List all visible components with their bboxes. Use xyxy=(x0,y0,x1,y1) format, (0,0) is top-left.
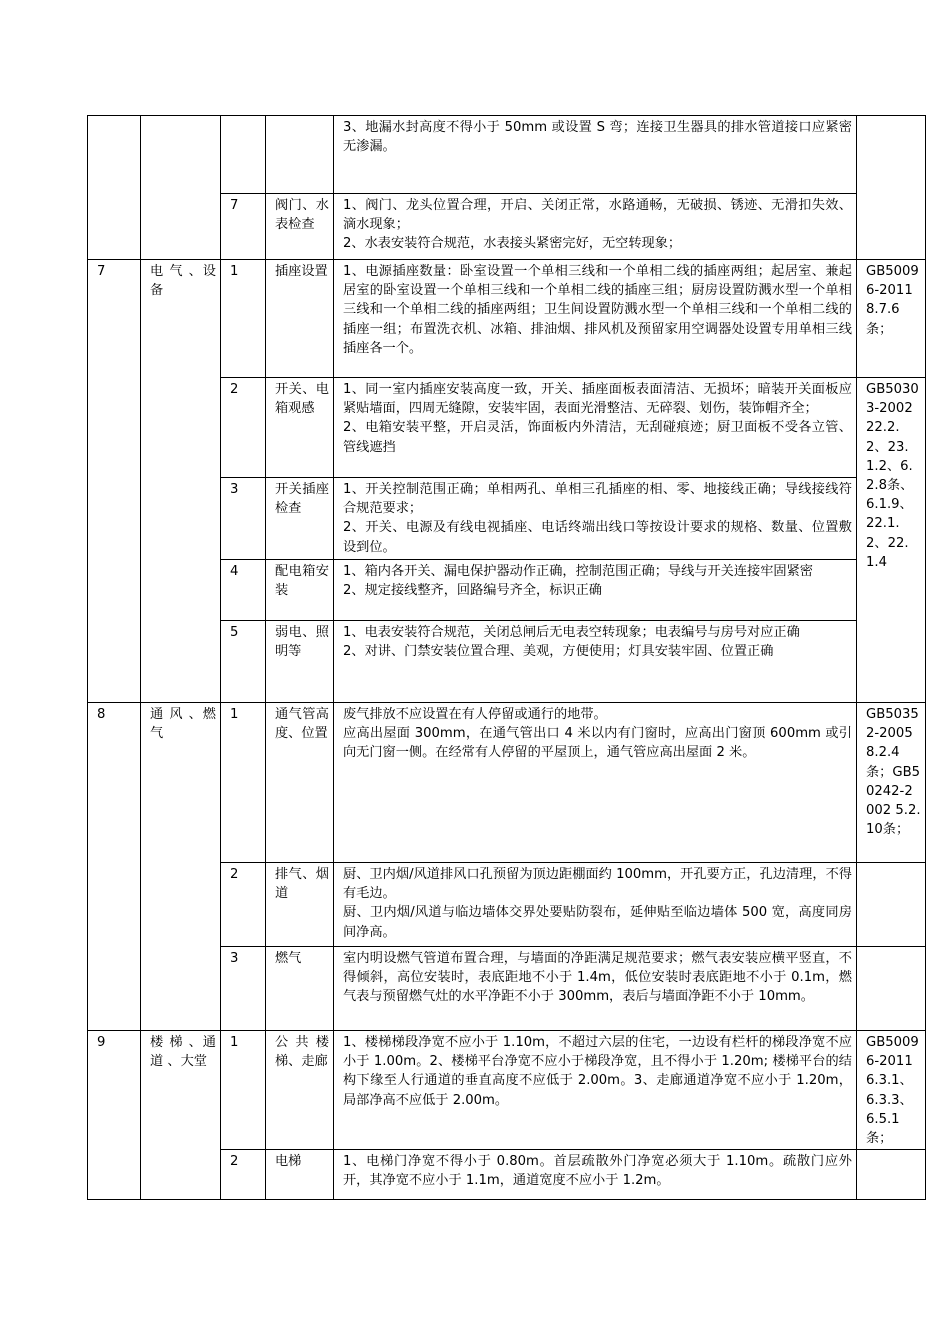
sub-number-cell: 3 xyxy=(221,947,266,1031)
category-cell: 电 气 、设备 xyxy=(141,260,221,703)
sub-number-cell: 2 xyxy=(221,863,266,947)
requirement-line: 1、箱内各开关、漏电保护器动作正确，控制范围正确；导线与开关连接牢固紧密 xyxy=(343,564,813,579)
requirement-line: 1、开关控制范围正确；单相两孔、单相三孔插座的相、零、地接线正确；导线接线符合规范要求； xyxy=(343,482,852,517)
group-number-cell: 8 xyxy=(88,703,141,1031)
standard-cell xyxy=(857,1150,926,1200)
category-cell: 楼 梯 、通 道 、大堂 xyxy=(141,1031,221,1200)
item-name-cell xyxy=(266,116,334,194)
requirement-line: 2、对讲、门禁安装位置合理、美观，方便使用；灯具安装牢固、位置正确 xyxy=(343,644,774,660)
requirement-cell xyxy=(334,560,857,621)
item-name-cell: 开关、电箱观感 xyxy=(266,378,334,478)
requirement-line: 2、水表安装符合规范，水表接头紧密完好，无空转现象； xyxy=(343,236,682,252)
sub-number-cell: 1 xyxy=(221,1031,266,1150)
requirement-line: 2、电箱安装平整，开启灵活，饰面板内外清洁，无刮碰痕迹；厨卫面板不受各立管、管线遮挡 xyxy=(343,420,852,455)
group-number-cell: 9 xyxy=(88,1031,141,1200)
inspection-table xyxy=(87,115,926,1200)
table-row xyxy=(88,703,926,863)
item-name-cell: 弱电、照明等 xyxy=(266,621,334,703)
requirement-line: 1、电梯门净宽不得小于 0.80m。首层疏散外门净宽必须大于 1.10m。疏散门应外开，其净宽不应小于 1.1m，通道宽度不应小于 1.2m。 xyxy=(343,1154,852,1189)
item-name-cell: 排气、烟道 xyxy=(266,863,334,947)
requirement-cell xyxy=(334,478,857,560)
group-number-cell xyxy=(88,116,141,260)
standard-cell: GB50096-2011 8.7.6条； xyxy=(857,260,926,378)
sub-number-cell: 4 xyxy=(221,560,266,621)
standard-cell: GB50096-2011 6.3.1、6.3.3、6.5.1 条； xyxy=(857,1031,926,1150)
requirement-line: 1、同一室内插座安装高度一致，开关、插座面板表面清洁、无损坏；暗装开关面板应紧贴墙面，四周无缝隙，安装牢固，表面光滑整洁、无碎裂、划伤，装饰帽齐全； xyxy=(343,382,852,417)
category-cell: 通 风 、燃气 xyxy=(141,703,221,1031)
category-cell xyxy=(141,116,221,260)
requirement-cell xyxy=(334,947,857,1031)
table-row xyxy=(88,116,926,194)
item-name-cell: 燃气 xyxy=(266,947,334,1031)
requirement-line: 厨、卫内烟/风道与临边墙体交界处要贴防裂布，延伸贴至临边墙体 500 宽，高度同房间净高。 xyxy=(343,905,852,940)
table-row xyxy=(88,260,926,378)
standard-cell xyxy=(857,863,926,947)
sub-number-cell xyxy=(221,116,266,194)
requirement-cell xyxy=(334,1150,857,1200)
standard-cell xyxy=(857,947,926,1031)
requirement-cell xyxy=(334,703,857,863)
requirement-line: 2、开关、电源及有线电视插座、电话终端出线口等按设计要求的规格、数量、位置敷设到位。 xyxy=(343,520,852,555)
requirement-line: 1、电源插座数量：卧室设置一个单相三线和一个单相二线的插座两组；起居室、兼起居室的卧室设置一个单相三线和一个单相二线的插座三组；厨房设置防溅水型一个单相三线和一个单相二线的插座两组；卫生间设置防溅水型一个单相三线和一个单相二线的插座一组；布置洗衣机、冰箱、排油烟、排风机及预留家用空调器处设置专用单相三线插座各一个。 xyxy=(343,264,852,356)
standard-cell: GB50352-2005 8.2.4条；GB50242-2002 5.2.10条； xyxy=(857,703,926,863)
group-number-cell: 7 xyxy=(88,260,141,703)
requirement-cell xyxy=(334,116,857,194)
sub-number-cell: 5 xyxy=(221,621,266,703)
requirement-cell xyxy=(334,1031,857,1150)
requirement-line: 2、规定接线整齐，回路编号齐全，标识正确 xyxy=(343,583,602,599)
requirement-line: 室内明设燃气管道布置合理，与墙面的净距满足规范要求；燃气表安装应横平竖直，不得倾斜，高位安装时，表底距地不小于 1.4m，低位安装时表底距地不小于 0.1m，燃气表与预留燃气灶的水平净距不小于 300mm，表后与墙面净距不小于 10mm。 xyxy=(343,951,852,1005)
item-name-cell: 电梯 xyxy=(266,1150,334,1200)
requirement-line: 3、地漏水封高度不得小于 50mm 或设置 S 弯；连接卫生器具的排水管道接口应紧密无渗漏。 xyxy=(343,120,852,155)
sub-number-cell: 2 xyxy=(221,378,266,478)
requirement-line: 应高出屋面 300mm，在通气管出口 4 米以内有门窗时，应高出门窗顶 600mm 或引向无门窗一侧。在经常有人停留的平屋顶上，通气管应高出屋面 2 米。 xyxy=(343,726,852,761)
table-row xyxy=(88,1031,926,1150)
requirement-line: 废气排放不应设置在有人停留或通行的地带。 xyxy=(343,707,607,722)
item-name-cell: 开关插座检查 xyxy=(266,478,334,560)
item-name-cell: 公共楼梯、走廊 xyxy=(266,1031,334,1150)
requirement-cell xyxy=(334,621,857,703)
requirement-line: 1、电表安装符合规范，关闭总闸后无电表空转现象；电表编号与房号对应正确 xyxy=(343,625,800,640)
standard-cell xyxy=(857,116,926,260)
standard-cell: GB50303-2002 22.2.2、23.1.2、6.2.8条、6.1.9、22.1.2、22.1.4 xyxy=(857,378,926,703)
requirement-cell xyxy=(334,863,857,947)
sub-number-cell: 3 xyxy=(221,478,266,560)
sub-number-cell: 1 xyxy=(221,260,266,378)
requirement-cell xyxy=(334,194,857,260)
item-name-cell: 配电箱安装 xyxy=(266,560,334,621)
sub-number-cell: 2 xyxy=(221,1150,266,1200)
requirement-line: 1、楼梯梯段净宽不应小于 1.10m，不超过六层的住宅，一边设有栏杆的梯段净宽不应小于 1.00m。2、楼梯平台净宽不应小于梯段净宽，且不得小于 1.20m; 楼梯平台的结构下缘至人行通道的垂直高度不应低于 2.00m。3、走廊通道净宽不应小于 1.20m，局部净高不应低于 2.00m。 xyxy=(343,1035,852,1108)
sub-number-cell: 7 xyxy=(221,194,266,260)
requirement-line: 厨、卫内烟/风道排风口孔预留为顶边距棚面约 100mm，开孔要方正，孔边清理，不得有毛边。 xyxy=(343,867,852,902)
item-name-cell: 插座设置 xyxy=(266,260,334,378)
item-name-cell: 通气管高度、位置 xyxy=(266,703,334,863)
item-name-cell: 阀门、水表检查 xyxy=(266,194,334,260)
requirement-cell xyxy=(334,378,857,478)
sub-number-cell: 1 xyxy=(221,703,266,863)
requirement-cell xyxy=(334,260,857,378)
requirement-line: 1、阀门、龙头位置合理，开启、关闭正常，水路通畅，无破损、锈迹、无滑扣失效、滴水现象； xyxy=(343,198,852,233)
